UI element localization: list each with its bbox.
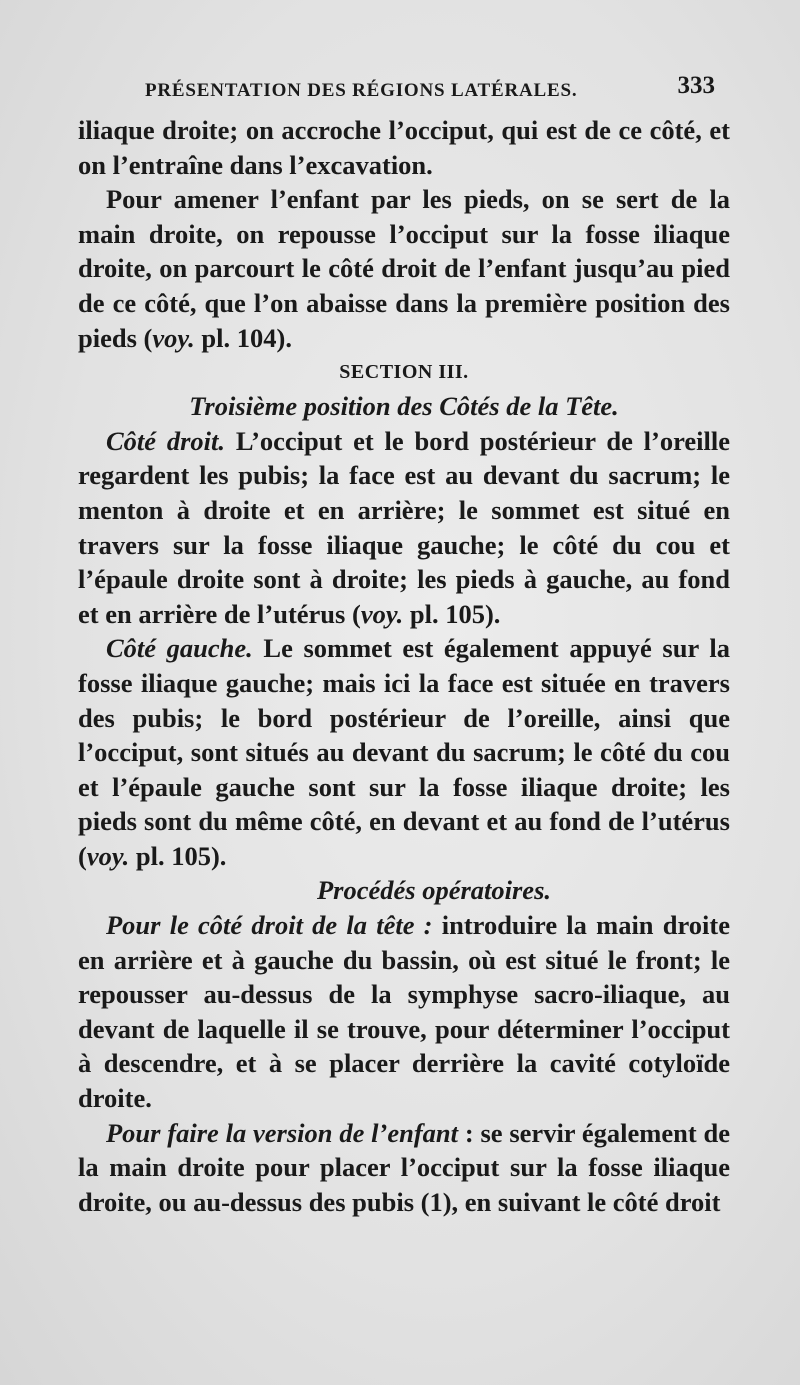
section-heading: SECTION III. [339,361,469,384]
paragraph-right-side [78,424,730,632]
running-head: PRÉSENTATION DES RÉGIONS LATÉRALES. [145,80,578,101]
paragraph-label: Pour faire la version de l’enfant [106,1117,459,1148]
plate-ref: pl. 105). [403,598,501,629]
paragraph-text: : se servir également de la main droite pour placer l’occiput sur la fosse iliaque droite, ou au-dessus des pubis (1), en suivant le côté droit [78,1117,730,1217]
voy-abbrev: voy. [152,322,195,353]
paragraph-continued: iliaque droite; on accroche l’occiput, qui est de ce côté, et on l’entraîne dans l’excavation. [78,115,730,180]
voy-abbrev: voy. [86,840,130,871]
plate-ref: pl. 105). [129,840,227,871]
paragraph-label: Côté droit. [106,425,226,456]
paragraph-text: Le sommet est également appuyé sur la fosse iliaque gauche; mais ici la face est située en travers des pubis; le bord postérieur de l’oreille, ainsi que l’occiput, sont situés au devant du sacrum; le côté du cou et l’épaule gauche sont sur la fosse iliaque droite; les pieds sont du même côté, en devant et au fond de l’utérus ( [78,633,730,871]
paragraph-left-side [78,631,730,873]
page-number: 333 [677,72,715,99]
paragraph-version [78,1116,730,1220]
procedures-heading: Procédés opératoires. [316,875,552,906]
paragraph-label: Pour le côté droit de la tête : [106,910,433,941]
paragraph-feet-extraction [78,182,730,355]
paragraph-procedure-right [78,908,730,1116]
page-body [78,113,730,1219]
section-subtitle: Troisième position des Côtés de la Tête. [189,391,619,422]
paragraph-text: L’occiput et le bord postérieur de l’oreille regardent les pubis; la face est au devant du sacrum; le menton à droite et en arrière; le sommet est situé en travers sur la fosse iliaque gauche; le côté du cou et l’épaule droite sont à droite; les pieds à gauche, au fond et en arrière de l’utérus ( [78,425,730,629]
paragraph-text: Pour amener l’enfant par les pieds, on se sert de la main droite, on repousse l’occiput sur la fosse iliaque droite, on parcourt le côté droit de l’enfant jusqu’au pied de ce côté, que l’on abaisse dans la première position des pieds ( [78,184,730,353]
paragraph-text: introduire la main droite en arrière et à gauche du bassin, où est situé le front; le repousser au-dessus de la symphyse sacro-iliaque, au devant de laquelle il se trouve, pour déterminer l’occiput à descendre, et à se placer derrière la cavité cotyloïde droite. [78,910,730,1114]
paragraph-label: Côté gauche. [106,633,253,664]
voy-abbrev: voy. [360,598,404,629]
plate-ref: pl. 104). [194,322,292,353]
page-header [145,70,715,110]
